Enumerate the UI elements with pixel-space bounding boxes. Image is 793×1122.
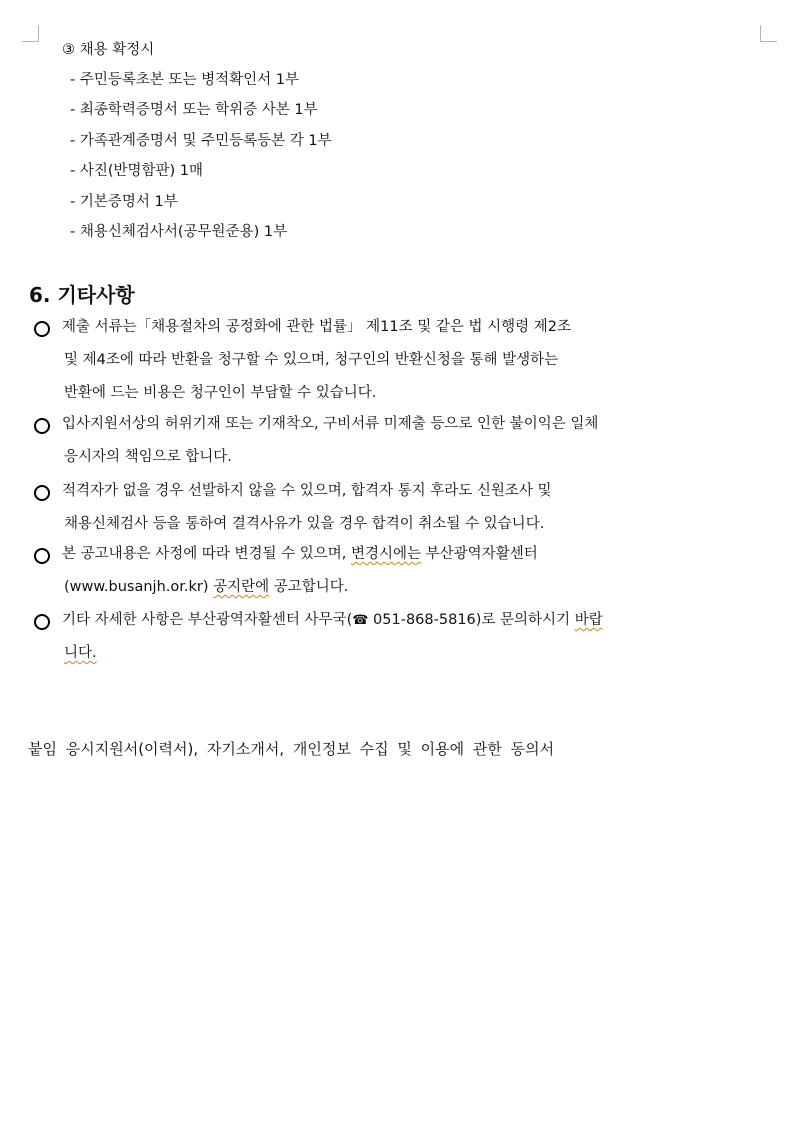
paragraph-line: 채용신체검사 등을 통하여 결격사유가 있을 경우 합격이 취소될 수 있습니다. [64, 516, 545, 532]
circle-bullet-icon [34, 614, 50, 630]
text-run: 부산광역자활센터 [421, 546, 538, 562]
paragraph-line: 응시자의 책임으로 합니다. [64, 449, 232, 465]
paragraph-line: 제출 서류는「채용절차의 공정화에 관한 법률」 제11조 및 같은 법 시행령 제2조 [62, 319, 571, 335]
spellcheck-underlined-word: 변경시에는 [351, 546, 422, 562]
spellcheck-underlined-word: 공지란에 [213, 579, 270, 595]
paragraph-line [64, 642, 97, 664]
spellcheck-underlined-word: 니다. [64, 645, 97, 661]
telephone-icon: ☎ [352, 613, 369, 628]
circle-bullet-icon [34, 548, 50, 564]
section3-heading: ③ 채용 확정시 [62, 42, 155, 58]
paragraph-line: 적격자가 없을 경우 선발하지 않을 수 있으며, 합격자 통지 후라도 신원조사 및 [62, 483, 552, 499]
paragraph-line: 반환에 드는 비용은 청구인이 부담할 수 있습니다. [64, 385, 377, 401]
list-item: - 최종학력증명서 또는 학위증 사본 1부 [70, 102, 318, 118]
text-run: 공고합니다. [269, 579, 349, 595]
url-text: (www.busanjh.or.kr) [64, 579, 214, 595]
attachment-line: 붙임 응시지원서(이력서), 자기소개서, 개인정보 수집 및 이용에 관한 동의서 [28, 740, 555, 758]
text-run: 본 공고내용은 사정에 따라 변경될 수 있으며, [62, 546, 351, 562]
crop-mark-top-left [22, 25, 39, 42]
paragraph-line [62, 543, 538, 565]
list-item: - 사진(반명함판) 1매 [70, 163, 204, 179]
list-item: - 채용신체검사서(공무원준용) 1부 [70, 224, 288, 240]
paragraph-line [64, 576, 348, 598]
paragraph-line [62, 609, 603, 632]
list-item: - 가족관계증명서 및 주민등록등본 각 1부 [70, 133, 332, 149]
spellcheck-underlined-word: 바랍 [574, 612, 603, 628]
circle-bullet-icon [34, 321, 50, 337]
circle-bullet-icon [34, 418, 50, 434]
paragraph-line: 및 제4조에 따라 반환을 청구할 수 있으며, 청구인의 반환신청을 통해 발생하는 [64, 352, 559, 368]
crop-mark-top-right [760, 25, 777, 42]
circle-bullet-icon [34, 485, 50, 501]
text-run: 051-868-5816)로 문의하시기 [368, 612, 575, 628]
paragraph-line: 입사지원서상의 허위기재 또는 기재착오, 구비서류 미제출 등으로 인한 불이익은 일체 [62, 416, 599, 432]
text-run: 기타 자세한 사항은 부산광역자활센터 사무국( [62, 612, 353, 628]
list-item: - 기본증명서 1부 [70, 194, 178, 210]
section6-title: 6. 기타사항 [29, 283, 135, 307]
list-item: - 주민등록초본 또는 병적확인서 1부 [70, 72, 299, 88]
